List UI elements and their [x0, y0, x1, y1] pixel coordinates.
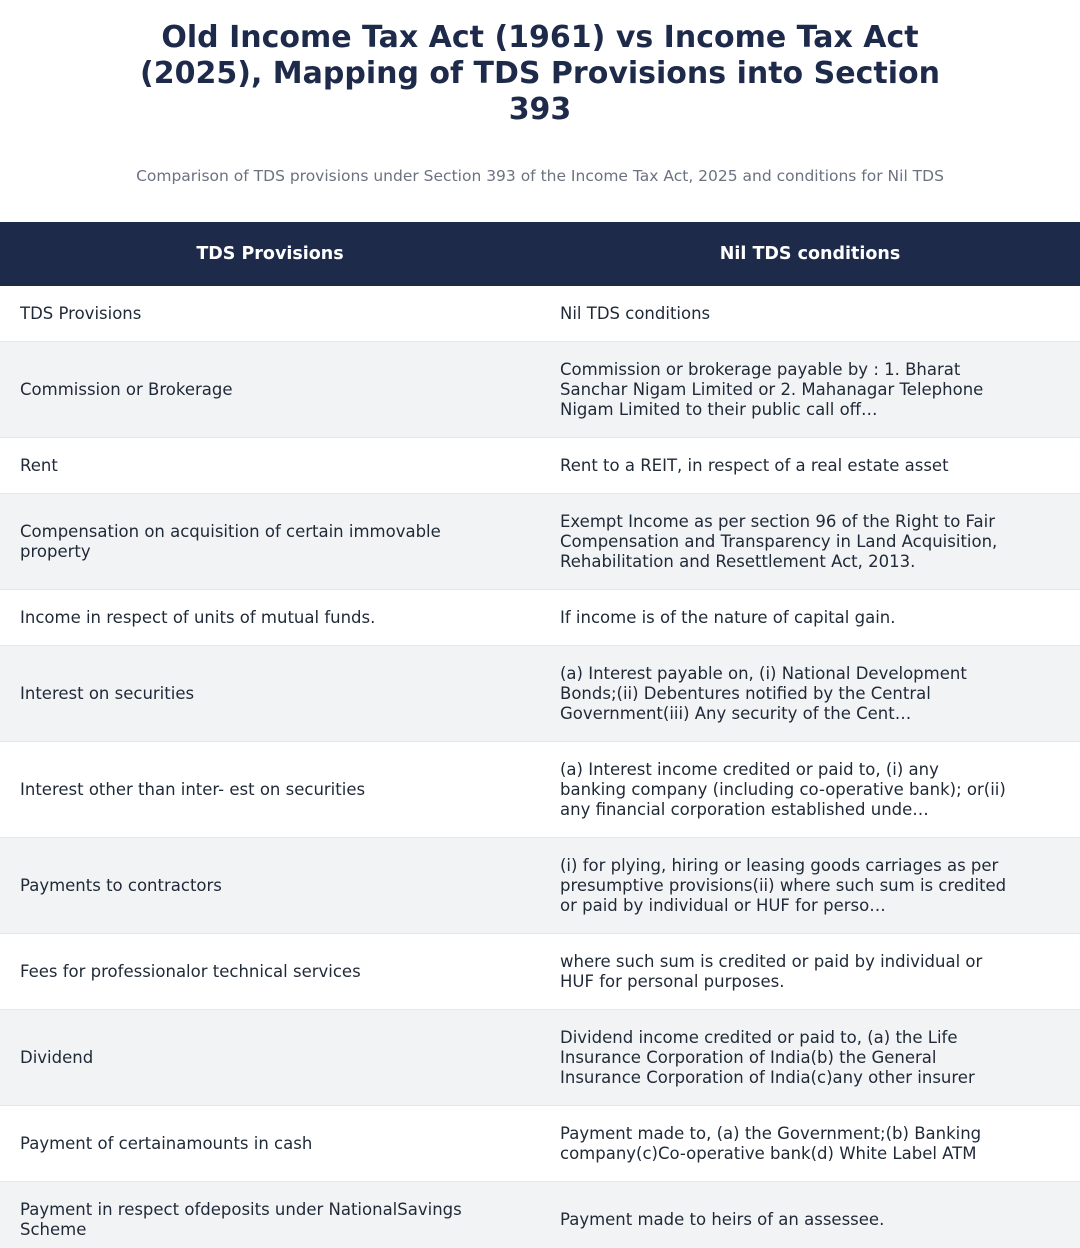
provision-cell: Fees for professionalor technical services — [20, 961, 361, 981]
table-row — [0, 286, 1080, 342]
provision-cell: Rent — [20, 455, 58, 475]
provision-cell: Interest on securities — [20, 683, 195, 703]
table-row — [0, 342, 1080, 438]
page-subtitle: Comparison of TDS provisions under Section 393 of the Income Tax Act, 2025 and conditions for Nil TDS — [136, 167, 944, 185]
provision-cell: Payment of certainamounts in cash — [20, 1133, 313, 1153]
table-row — [0, 1106, 1080, 1182]
column-header-tds-provisions: TDS Provisions — [196, 244, 344, 264]
provision-cell: Dividend — [20, 1047, 94, 1067]
table-row — [0, 438, 1080, 494]
condition-cell: Commission or brokerage payable by : 1. Bharat Sanchar Nigam Limited or 2. Mahanagar Telephone Nigam Limited to their public call off… — [560, 359, 984, 419]
condition-cell: (a) Interest payable on, (i) National Development Bonds;(ii) Debentures notified by the Central Government(iii) Any security of the Cent… — [560, 663, 967, 723]
table-row — [0, 646, 1080, 742]
provision-cell: Commission or Brokerage — [20, 379, 233, 399]
condition-cell: where such sum is credited or paid by individual or HUF for personal purposes. — [560, 951, 983, 991]
condition-cell: Exempt Income as per section 96 of the Right to Fair Compensation and Transparency in Land Acquisition, Rehabilitation and Resettlement Act, 2013. — [560, 511, 998, 571]
table-row — [0, 494, 1080, 590]
condition-cell: Dividend income credited or paid to, (a) the Life Insurance Corporation of India(b) the General Insurance Corporation of India(c)any other insurer — [560, 1027, 975, 1087]
condition-cell: Rent to a REIT, in respect of a real estate asset — [560, 455, 949, 475]
condition-cell: Payment made to heirs of an assessee. — [560, 1209, 885, 1229]
condition-cell: (i) for plying, hiring or leasing goods carriages as per presumptive provisions(ii) where such sum is credited or paid by individual or HUF for perso… — [560, 855, 1007, 915]
table-row — [0, 838, 1080, 934]
tds-table — [0, 222, 1080, 1248]
condition-cell: If income is of the nature of capital gain. — [560, 607, 896, 627]
provision-cell: Interest other than inter- est on securities — [20, 779, 366, 799]
provision-cell: Payments to contractors — [20, 875, 222, 895]
provision-cell: TDS Provisions — [20, 303, 142, 323]
condition-cell: Nil TDS conditions — [560, 303, 711, 323]
provision-cell: Compensation on acquisition of certain immovable property — [20, 521, 441, 561]
table-row — [0, 1182, 1080, 1248]
table-row — [0, 742, 1080, 838]
table-row — [0, 1010, 1080, 1106]
provision-cell: Income in respect of units of mutual funds. — [20, 607, 376, 627]
page-title: Old Income Tax Act (1961) vs Income Tax Act (2025), Mapping of TDS Provisions into Section 393 — [140, 20, 940, 127]
provision-cell: Payment in respect ofdeposits under NationalSavings Scheme — [20, 1199, 462, 1239]
table-header — [0, 222, 1080, 286]
column-header-nil-tds-conditions: Nil TDS conditions — [719, 244, 901, 264]
table-row — [0, 934, 1080, 1010]
page — [0, 20, 1080, 1248]
condition-cell: Payment made to, (a) the Government;(b) Banking company(c)Co-operative bank(d) White Label ATM — [560, 1123, 982, 1163]
condition-cell: (a) Interest income credited or paid to, (i) any banking company (including co-operative bank); or(ii) any financial corporation established unde… — [560, 759, 1006, 819]
table-row — [0, 590, 1080, 646]
